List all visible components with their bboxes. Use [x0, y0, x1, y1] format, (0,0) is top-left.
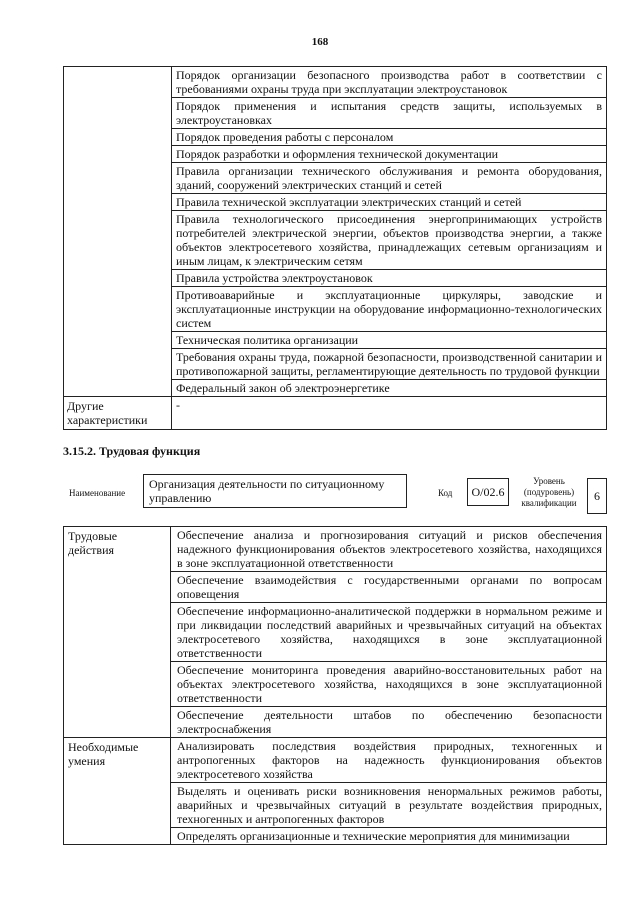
requirements-table: [63, 66, 607, 430]
list-item: Правила технической эксплуатации электрических станций и сетей: [172, 194, 607, 211]
list-item: Обеспечение взаимодействия с государственными органами по вопросам оповещения: [171, 572, 607, 603]
list-item: Обеспечение информационно-аналитической поддержки в нормальном режиме и при ликвидации последствий аварийных и чрезвычайных ситуаций на объектах электросетевого хозяйства, находящихся в зоне эксплуатационной ответственности: [171, 603, 607, 662]
section-heading: 3.15.2. Трудовая функция: [63, 444, 201, 458]
table-row: [64, 527, 607, 572]
function-header: [63, 472, 607, 516]
skills-label: Необходимые умения: [64, 738, 171, 845]
other-characteristics-label: Другие характеристики: [64, 397, 172, 430]
name-label: Наименование: [69, 488, 126, 498]
page-number: 168: [311, 36, 329, 48]
name-value: Организация деятельности по ситуационному управлению: [143, 474, 407, 508]
table-row: [64, 67, 607, 98]
code-value: O/02.6: [467, 478, 509, 506]
list-item: Определять организационные и технические мероприятия для минимизации: [171, 828, 607, 845]
list-item: Федеральный закон об электроэнергетике: [172, 380, 607, 397]
list-item: Обеспечение анализа и прогнозирования ситуаций и рисков обеспечения надежного функционирования объектов электросетевого хозяйства, находящихся в зоне эксплуатационной ответственности: [171, 527, 607, 572]
list-item: Противоаварийные и эксплуатационные циркуляры, заводские и эксплуатационные инструкции на оборудование информационно-технологических систем: [172, 287, 607, 332]
code-label: Код: [438, 488, 453, 498]
list-item: Порядок применения и испытания средств защиты, используемых в электроустановках: [172, 98, 607, 129]
list-item: Обеспечение мониторинга проведения аварийно-восстановительных работ на объектах электросетевого хозяйства, находящихся в зоне эксплуатационной ответственности: [171, 662, 607, 707]
level-value: 6: [587, 478, 607, 514]
empty-label-cell: [64, 67, 172, 397]
list-item: Требования охраны труда, пожарной безопасности, производственной санитарии и противопожарной защиты, регламентирующие деятельность по трудовой функции: [172, 349, 607, 380]
list-item: Правила организации технического обслуживания и ремонта оборудования, зданий, сооружений электрических станций и сетей: [172, 163, 607, 194]
list-item: Правила технологического присоединения энергопринимающих устройств потребителей электрической энергии, объектов производства энергии, а также объектов электросетевого хозяйства, принадлежащих сетевым организациям и иным лицам, к электрическим сетям: [172, 211, 607, 270]
list-item: Выделять и оценивать риски возникновения ненормальных режимов работы, аварийных и чрезвычайных ситуаций в результате воздействия природных, техногенных и антропогенных факторов: [171, 783, 607, 828]
level-label: Уровень (подуровень) квалификации: [521, 476, 577, 508]
list-item: Техническая политика организации: [172, 332, 607, 349]
list-item: Порядок разработки и оформления технической документации: [172, 146, 607, 163]
table-row: [64, 397, 607, 430]
list-item: Порядок проведения работы с персоналом: [172, 129, 607, 146]
function-table: [63, 526, 607, 845]
actions-label: Трудовые действия: [64, 527, 171, 738]
table-row: [64, 738, 607, 783]
list-item: Анализировать последствия воздействия природных, техногенных и антропогенных факторов на надежность функционирования объектов электросетевого хозяйства: [171, 738, 607, 783]
list-item: Порядок организации безопасного производства работ в соответствии с требованиями охраны труда при эксплуатации электроустановок: [172, 67, 607, 98]
list-item: Обеспечение деятельности штабов по обеспечению безопасности электроснабжения: [171, 707, 607, 738]
list-item: Правила устройства электроустановок: [172, 270, 607, 287]
other-characteristics-value: -: [172, 397, 607, 430]
